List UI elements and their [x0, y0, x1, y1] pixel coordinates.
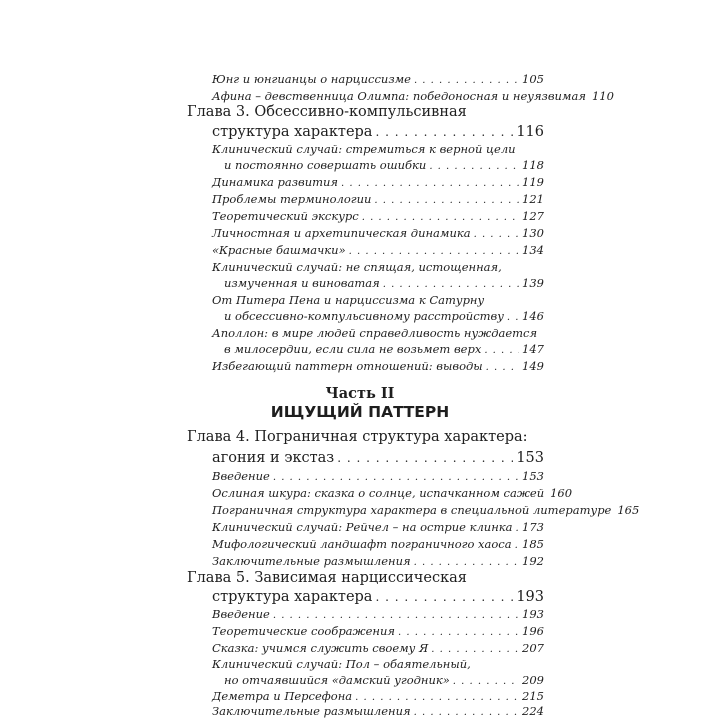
entry-title: и обсессивно-компульсивному расстройству — [224, 309, 504, 323]
leader-dots — [431, 644, 519, 655]
toc-entry — [212, 537, 544, 551]
part-label: Часть II — [325, 385, 395, 402]
toc-entry — [212, 554, 544, 568]
entry-page: 209 — [522, 673, 544, 687]
toc-entry — [212, 175, 544, 189]
entry-page: 134 — [522, 243, 544, 257]
leader-dots — [398, 627, 519, 638]
entry-page: 215 — [522, 689, 544, 703]
leader-dots — [414, 75, 519, 86]
toc-entry — [224, 342, 544, 356]
toc-entry — [212, 359, 544, 373]
chapter-entry — [212, 124, 544, 140]
entry-title: Клинический случай: Рейчел – на острие клинка — [212, 520, 513, 534]
toc-entry — [212, 486, 573, 500]
entry-title: Теоретические соображения — [212, 624, 396, 638]
entry-title: Избегающий паттерн отношений: выводы — [212, 359, 483, 373]
chapter-heading: Глава 5. Зависимая нарциссическая — [187, 570, 467, 586]
entry-title: Юнг и юнгианцы о нарциссизме — [212, 72, 411, 86]
entry-title-line1: Клинический случай: не спящая, истощенная, — [212, 260, 502, 274]
toc-entry — [212, 607, 544, 621]
entry-page: 146 — [522, 309, 544, 323]
entry-page: 127 — [522, 209, 544, 223]
entry-page: 196 — [522, 624, 544, 638]
toc-entry — [224, 276, 544, 290]
toc-entry — [224, 158, 544, 172]
entry-title: Личностная и архетипическая динамика — [212, 226, 471, 240]
chapter-heading: Глава 3. Обсессивно-компульсивная — [187, 104, 467, 120]
chapter-heading: Глава 4. Пограничная структура характера: — [187, 429, 528, 445]
entry-page: 160 — [550, 486, 573, 500]
entry-page: 173 — [522, 520, 544, 534]
toc-entry — [212, 89, 614, 103]
chapter-title: структура характера — [212, 124, 373, 140]
entry-title-line1: От Питера Пена и нарциссизма к Сатурну — [212, 293, 485, 307]
leader-dots — [355, 692, 519, 703]
entry-page: 149 — [522, 359, 544, 373]
chapter-page: 153 — [516, 450, 544, 466]
entry-page: 192 — [522, 554, 544, 568]
entry-title: но отчаявшийся «дамский угодник» — [224, 673, 450, 687]
entry-page: 207 — [522, 641, 544, 655]
entry-page: 147 — [522, 342, 544, 356]
leader-dots — [273, 610, 519, 621]
leader-dots — [383, 279, 519, 290]
entry-title-line1: Аполлон: в мире людей справедливость нуждается — [212, 326, 538, 340]
entry-title: Динамика развития — [212, 175, 339, 189]
leader-dots — [474, 229, 519, 240]
entry-title-line1: Клинический случай: стремиться к верной цели — [212, 142, 516, 156]
entry-page: 119 — [522, 175, 544, 189]
entry-page: 193 — [522, 607, 544, 621]
leader-dots — [516, 523, 520, 534]
leader-dots — [453, 676, 519, 687]
entry-page: 139 — [522, 276, 544, 290]
entry-page: 121 — [522, 192, 544, 206]
entry-page: 110 — [591, 89, 614, 103]
entry-page: 165 — [617, 503, 640, 517]
leader-dots — [337, 451, 513, 465]
entry-title: Сказка: учимся служить своему Я — [212, 641, 429, 655]
entry-title: Заключительные размышления — [212, 704, 411, 718]
entry-title: Введение — [212, 469, 270, 483]
toc-entry — [212, 192, 544, 206]
leader-dots — [414, 557, 519, 568]
toc-entry — [212, 689, 544, 703]
leader-dots — [375, 590, 513, 604]
leader-dots — [273, 472, 519, 483]
entry-page: 224 — [522, 704, 544, 718]
entry-title: Деметра и Персефона — [212, 689, 353, 703]
toc-entry — [212, 209, 544, 223]
entry-title: Введение — [212, 607, 270, 621]
toc-entry — [212, 72, 544, 86]
leader-dots — [414, 707, 519, 718]
leader-dots — [486, 362, 519, 373]
chapter-page: 116 — [516, 124, 544, 140]
toc-entry — [212, 469, 544, 483]
chapter-entry — [212, 450, 544, 466]
leader-dots — [374, 195, 519, 206]
leader-dots — [515, 540, 519, 551]
toc-entry — [212, 503, 640, 517]
entry-title: Ослиная шкура: сказка о солнце, испачканном сажей — [212, 486, 545, 500]
entry-page: 153 — [522, 469, 544, 483]
entry-title: и постоянно совершать ошибки — [224, 158, 427, 172]
toc-entry — [224, 673, 544, 687]
entry-title: измученная и виноватая — [224, 276, 380, 290]
toc-entry — [212, 704, 544, 718]
entry-title-line1: Клинический случай: Пол – обаятельный, — [212, 657, 471, 671]
chapter-title: структура характера — [212, 589, 373, 605]
toc-entry — [212, 520, 544, 534]
leader-dots — [341, 178, 519, 189]
chapter-title: агония и экстаз — [212, 450, 335, 466]
leader-dots — [484, 345, 519, 356]
toc-entry — [212, 641, 544, 655]
toc-entry — [212, 243, 544, 257]
entry-page: 105 — [522, 72, 544, 86]
entry-title: в милосердии, если сила не возьмет верх — [224, 342, 482, 356]
chapter-entry — [212, 589, 544, 605]
entry-page: 118 — [522, 158, 544, 172]
entry-page: 130 — [522, 226, 544, 240]
entry-title: Проблемы терминологии — [212, 192, 372, 206]
toc-entry — [224, 309, 544, 323]
chapter-page: 193 — [516, 589, 544, 605]
entry-title: Мифологический ландшафт пограничного хаоса — [212, 537, 512, 551]
leader-dots — [362, 212, 519, 223]
toc-entry — [212, 226, 544, 240]
leader-dots — [349, 246, 519, 257]
entry-title: Теоретический экскурс — [212, 209, 359, 223]
leader-dots — [507, 312, 519, 323]
entry-title: Заключительные размышления — [212, 554, 411, 568]
entry-title: «Красные башмачки» — [212, 243, 346, 257]
leader-dots — [429, 161, 519, 172]
entry-title: Афина – девственница Олимпа: победоносная и неуязвимая — [212, 89, 586, 103]
entry-title: Пограничная структура характера в специальной литературе — [212, 503, 612, 517]
leader-dots — [375, 125, 513, 139]
toc-entry — [212, 624, 544, 638]
entry-page: 185 — [522, 537, 544, 551]
part-title: ИЩУЩИЙ ПАТТЕРН — [270, 403, 450, 421]
